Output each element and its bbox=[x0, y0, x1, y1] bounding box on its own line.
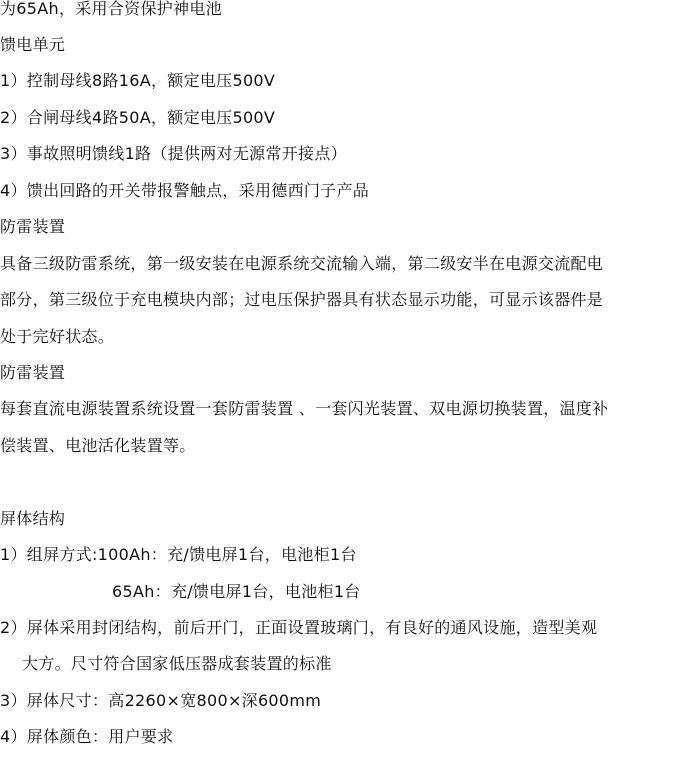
feeder-item-3: 3）事故照明馈线1路（提供两对无源常开接点） bbox=[0, 144, 347, 163]
cabinet-item-3: 3）屏体尺寸：高2260×宽800×深600mm bbox=[0, 691, 322, 710]
battery-capacity-line: 为65Ah，采用合资保护神电池 bbox=[0, 0, 222, 18]
section-heading-lightning-protection-2: 防雷装置 bbox=[0, 363, 66, 382]
cabinet-item-1-continued: 65Ah：充/馈电屏1台，电池柜1台 bbox=[112, 582, 361, 601]
feeder-item-1: 1）控制母线8路16A，额定电压500V bbox=[0, 71, 276, 90]
cabinet-item-2-line-2: 大方。尺寸符合国家低压器成套装置的标准 bbox=[22, 654, 332, 673]
dc-power-paragraph-line-1: 每套直流电源装置系统设置一套防雷装置 、一套闪光装置、双电源切换装置，温度补 bbox=[0, 399, 609, 418]
lightning-protection-paragraph-line-3: 处于完好状态。 bbox=[0, 327, 115, 346]
cabinet-item-4: 4）屏体颜色：用户要求 bbox=[0, 727, 174, 746]
feeder-item-4: 4）馈出回路的开关带报警触点，采用德西门子产品 bbox=[0, 181, 370, 200]
cabinet-item-1: 1）组屏方式:100Ah：充/馈电屏1台，电池柜1台 bbox=[0, 545, 357, 564]
dc-power-paragraph-line-2: 偿装置、电池活化装置等。 bbox=[0, 436, 196, 455]
section-heading-feeder-unit: 馈电单元 bbox=[0, 35, 66, 54]
cabinet-item-2-line-1: 2）屏体采用封闭结构，前后开门，正面设置玻璃门，有良好的通风设施，造型美观 bbox=[0, 618, 598, 637]
section-heading-lightning-protection-1: 防雷装置 bbox=[0, 217, 66, 236]
section-heading-cabinet-structure: 屏体结构 bbox=[0, 509, 66, 528]
feeder-item-2: 2）合闸母线4路50A，额定电压500V bbox=[0, 108, 276, 127]
lightning-protection-paragraph-line-1: 具备三级防雷系统，第一级安装在电源系统交流输入端，第二级安半在电源交流配电 bbox=[0, 254, 604, 273]
lightning-protection-paragraph-line-2: 部分，第三级位于充电模块内部；过电压保护器具有状态显示功能，可显示该器件是 bbox=[0, 290, 604, 309]
